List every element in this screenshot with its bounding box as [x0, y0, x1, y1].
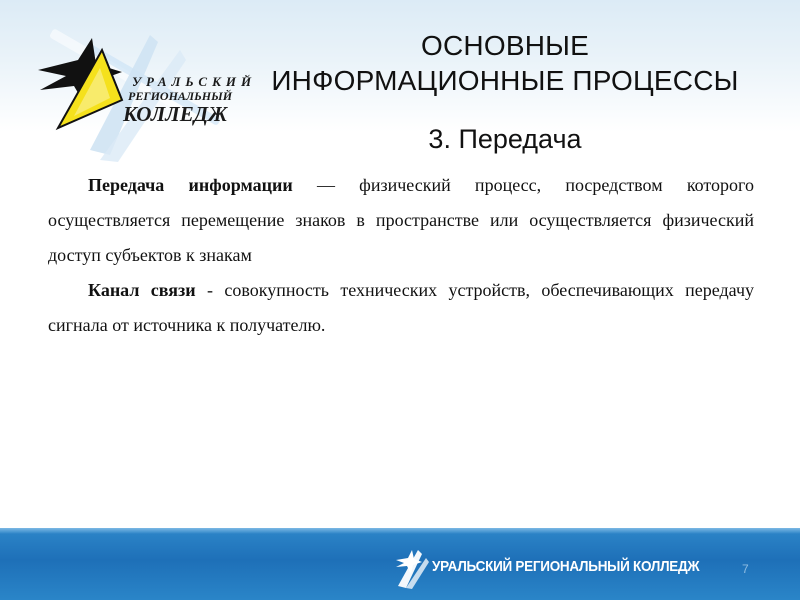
college-emblem-icon	[392, 546, 436, 590]
definition-paragraph	[48, 273, 754, 343]
footer-bar	[0, 528, 800, 600]
definition-paragraph	[48, 168, 754, 273]
logo-text-line1: УРАЛЬСКИЙ	[132, 74, 257, 89]
page-number: 7	[742, 562, 749, 576]
definition-text: — физический процесс, посредством которого осуществляется перемещение знаков в пространстве или осуществляется физический доступ субъектов к знакам	[48, 175, 754, 265]
definition-text: - совокупность технических устройств, обеспечивающих передачу сигнала от источника к получателю.	[48, 280, 754, 335]
logo-text-line3: КОЛЛЕДЖ	[123, 102, 228, 126]
footer-college-name: УРАЛЬСКИЙ РЕГИОНАЛЬНЫЙ КОЛЛЕДЖ	[432, 558, 700, 575]
slide-body	[48, 168, 754, 343]
slide-title-line2: ИНФОРМАЦИОННЫЕ ПРОЦЕССЫ	[271, 65, 739, 96]
definition-term: Передача информации	[88, 175, 293, 195]
slide-title	[200, 28, 800, 98]
logo-text-line2: РЕГИОНАЛЬНЫЙ	[128, 89, 233, 103]
definition-term: Канал связи	[88, 280, 196, 300]
footer-shine	[0, 528, 800, 534]
slide-title-line1: ОСНОВНЫЕ	[421, 30, 589, 61]
slide-subtitle: 3. Передача	[428, 124, 582, 154]
